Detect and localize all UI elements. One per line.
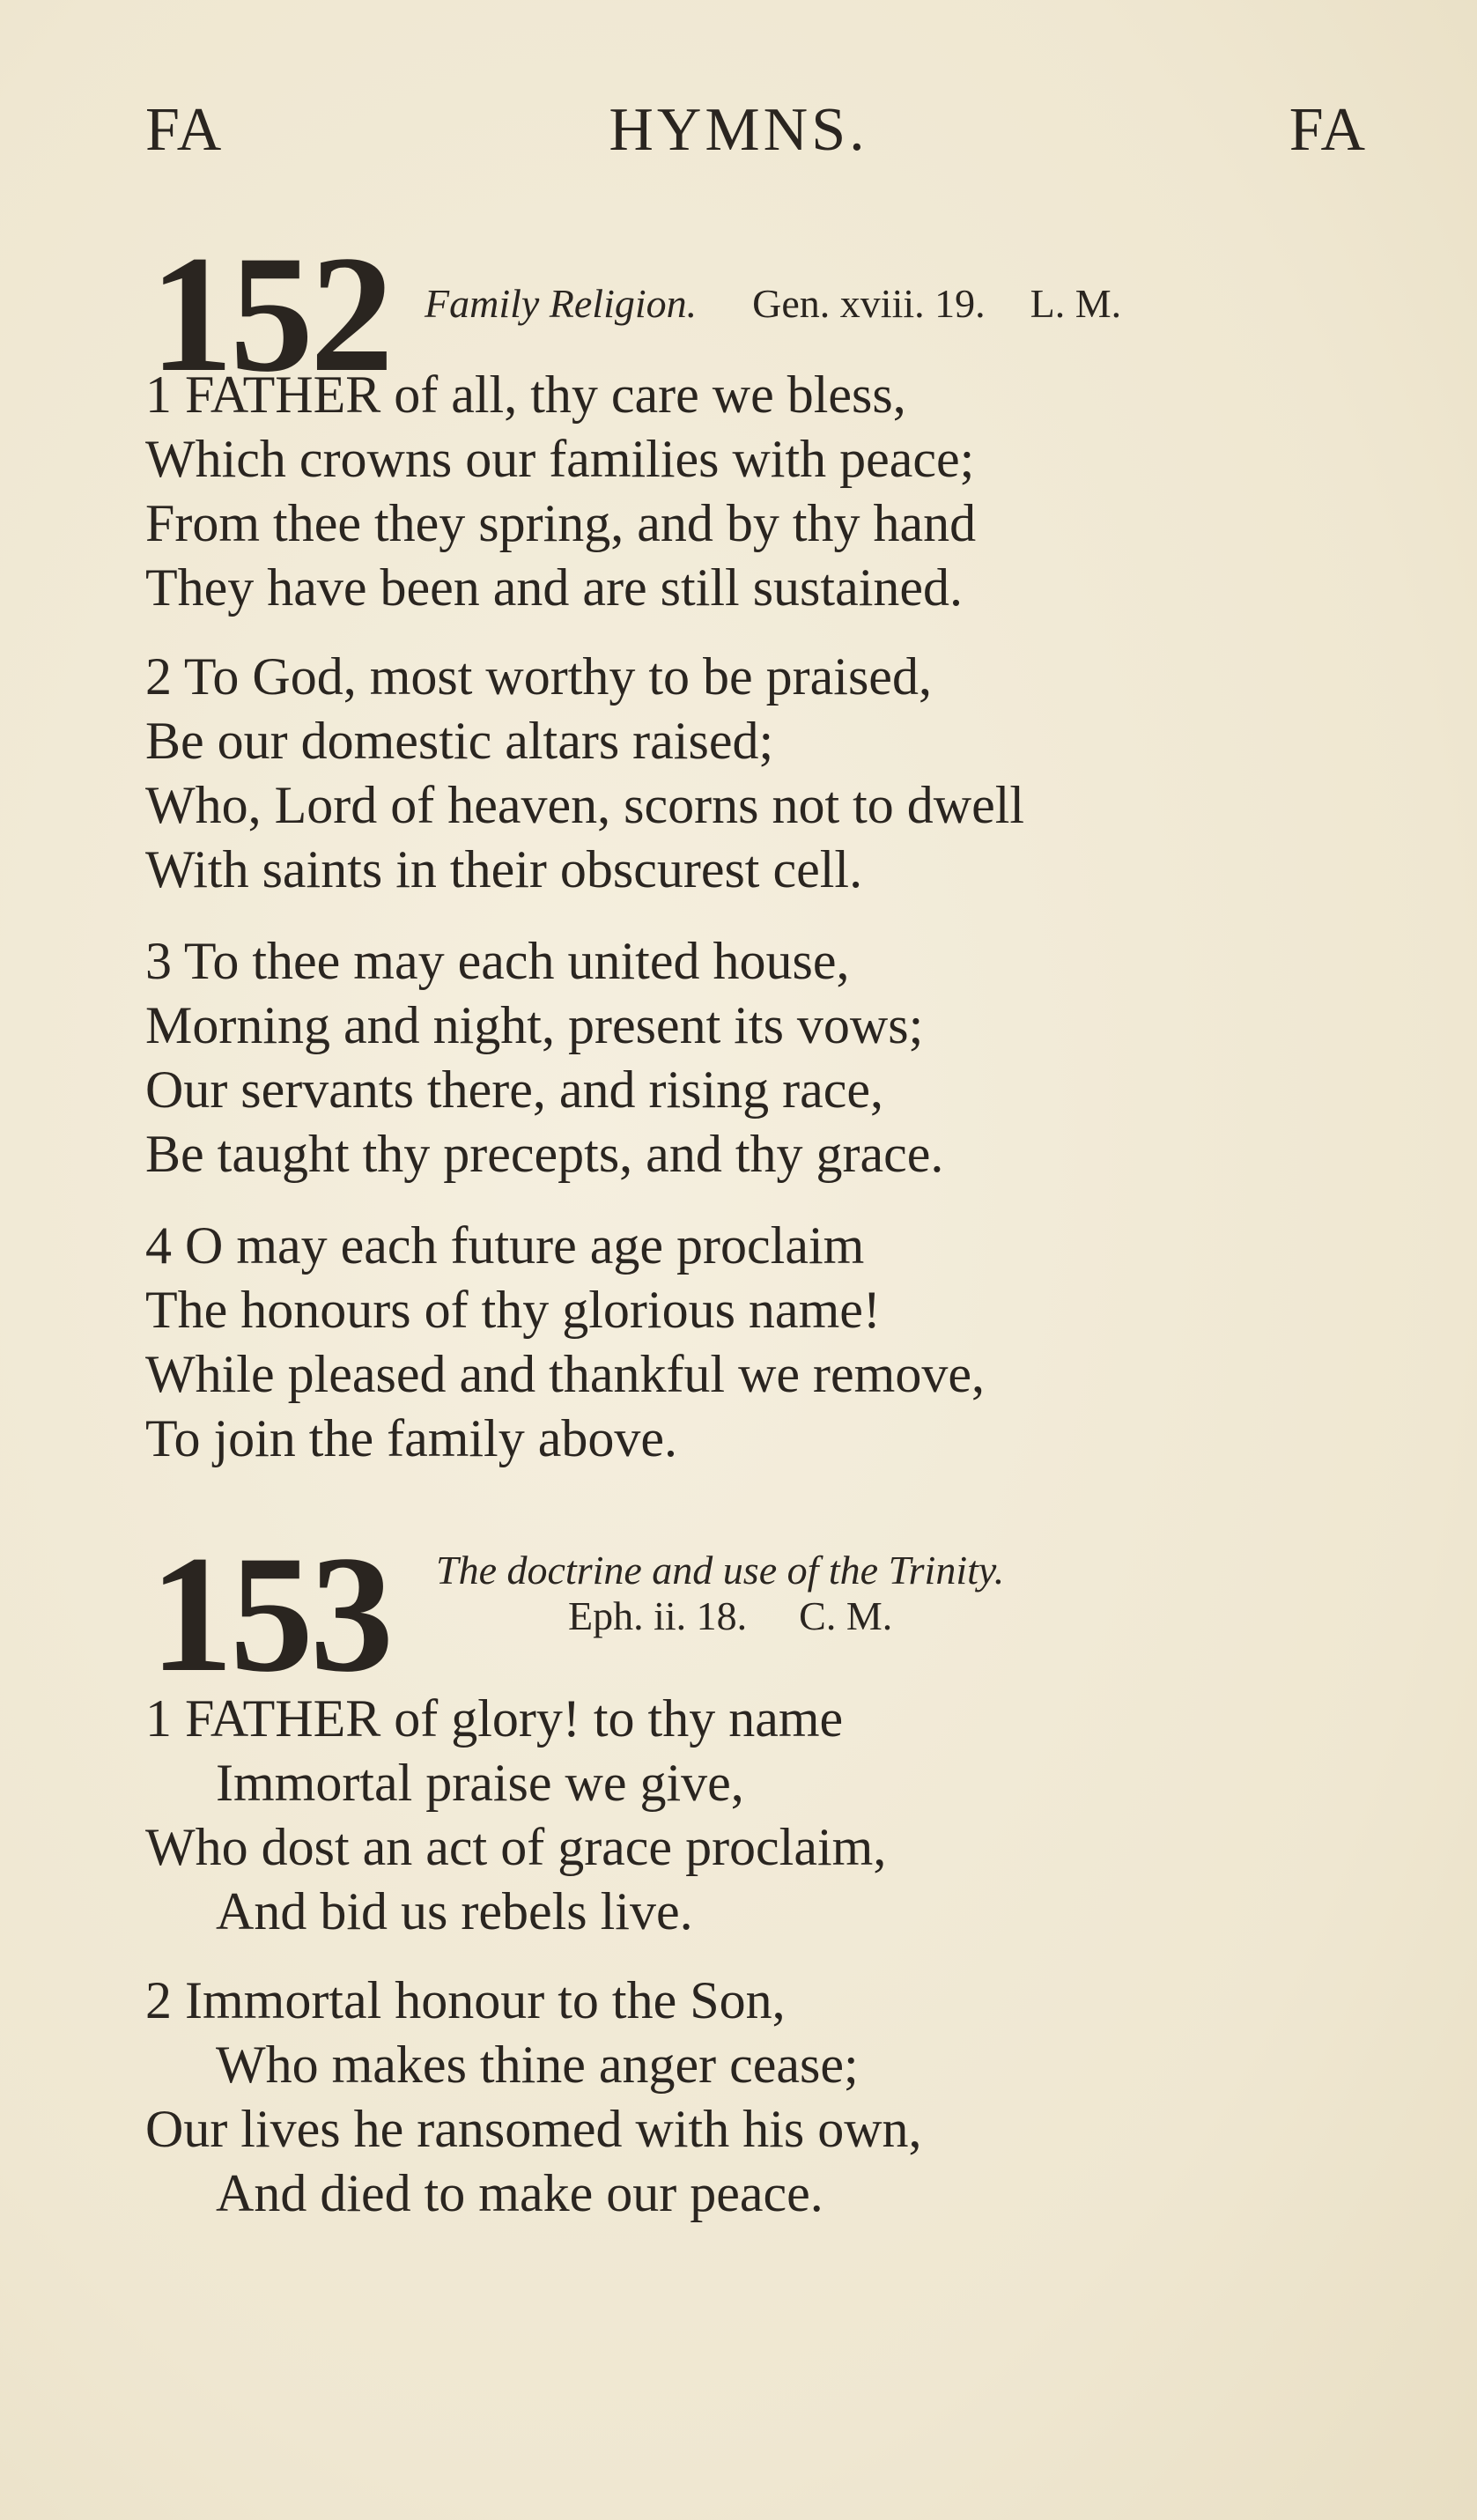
running-head	[0, 95, 1477, 174]
running-head-title: HYMNS.	[609, 96, 868, 164]
verse-line: Be our domestic altars raised;	[145, 712, 774, 770]
verse-line: Immortal praise we give,	[216, 1754, 744, 1812]
verse-line: From thee they spring, and by thy hand	[145, 494, 977, 552]
verse-line: The honours of thy glorious name!	[145, 1281, 881, 1339]
verse-line: Who, Lord of heaven, scorns not to dwell	[145, 776, 1025, 834]
hymn-number: 152	[150, 222, 390, 407]
verse-line: With saints in their obscurest cell.	[145, 840, 863, 898]
verse-line: Our lives he ransomed with his own,	[145, 2100, 922, 2158]
verse-line: 1 FATHER of all, thy care we bless,	[145, 366, 906, 424]
running-head-left: FA	[145, 96, 224, 164]
verse-line: 2 To God, most worthy to be praised,	[145, 647, 932, 706]
verse-line: Our servants there, and rising race,	[145, 1060, 884, 1119]
verse-line: To join the family above.	[145, 1409, 677, 1467]
verse-line: Which crowns our families with peace;	[145, 430, 975, 488]
running-head-right: FA	[1289, 96, 1367, 164]
hymn-title: The doctrine and use of the Trinity.	[436, 1548, 1005, 1593]
hymn-152-stanza-3	[145, 929, 1378, 1186]
verse-line: 4 O may each future age proclaim	[145, 1216, 865, 1275]
verse-line: And died to make our peace.	[216, 2164, 823, 2222]
scripture-reference: Eph. ii. 18.	[568, 1593, 748, 1638]
verse-line: Who makes thine anger cease;	[216, 2036, 859, 2094]
hymn-number: 153	[150, 1522, 390, 1707]
verse-line: 2 Immortal honour to the Son,	[145, 1971, 786, 2029]
verse-line: Morning and night, present its vows;	[145, 996, 924, 1054]
hymn-meter: C. M.	[799, 1593, 893, 1638]
hymn-152-stanza-2	[145, 645, 1378, 902]
hymn-title: Family Religion.	[425, 281, 698, 326]
verse-line: Who dost an act of grace proclaim,	[145, 1818, 887, 1876]
verse-line: Be taught thy precepts, and thy grace.	[145, 1125, 944, 1183]
verse-line: They have been and are still sustained.	[145, 558, 964, 617]
hymn-meter: L. M.	[1030, 281, 1122, 326]
scripture-reference: Gen. xviii. 19.	[752, 281, 986, 326]
verse-line: 1 FATHER of glory! to thy name	[145, 1689, 844, 1748]
verse-line: And bid us rebels live.	[216, 1882, 693, 1940]
verse-line: 3 To thee may each united house,	[145, 932, 850, 990]
hymn-152-stanza-1	[145, 363, 1378, 620]
hymn-152-stanza-4	[145, 1214, 1378, 1471]
verse-line: While pleased and thankful we remove,	[145, 1345, 985, 1403]
hymn-153-stanza-1	[145, 1687, 1378, 1944]
hymn-153-stanza-2	[145, 1969, 1378, 2226]
